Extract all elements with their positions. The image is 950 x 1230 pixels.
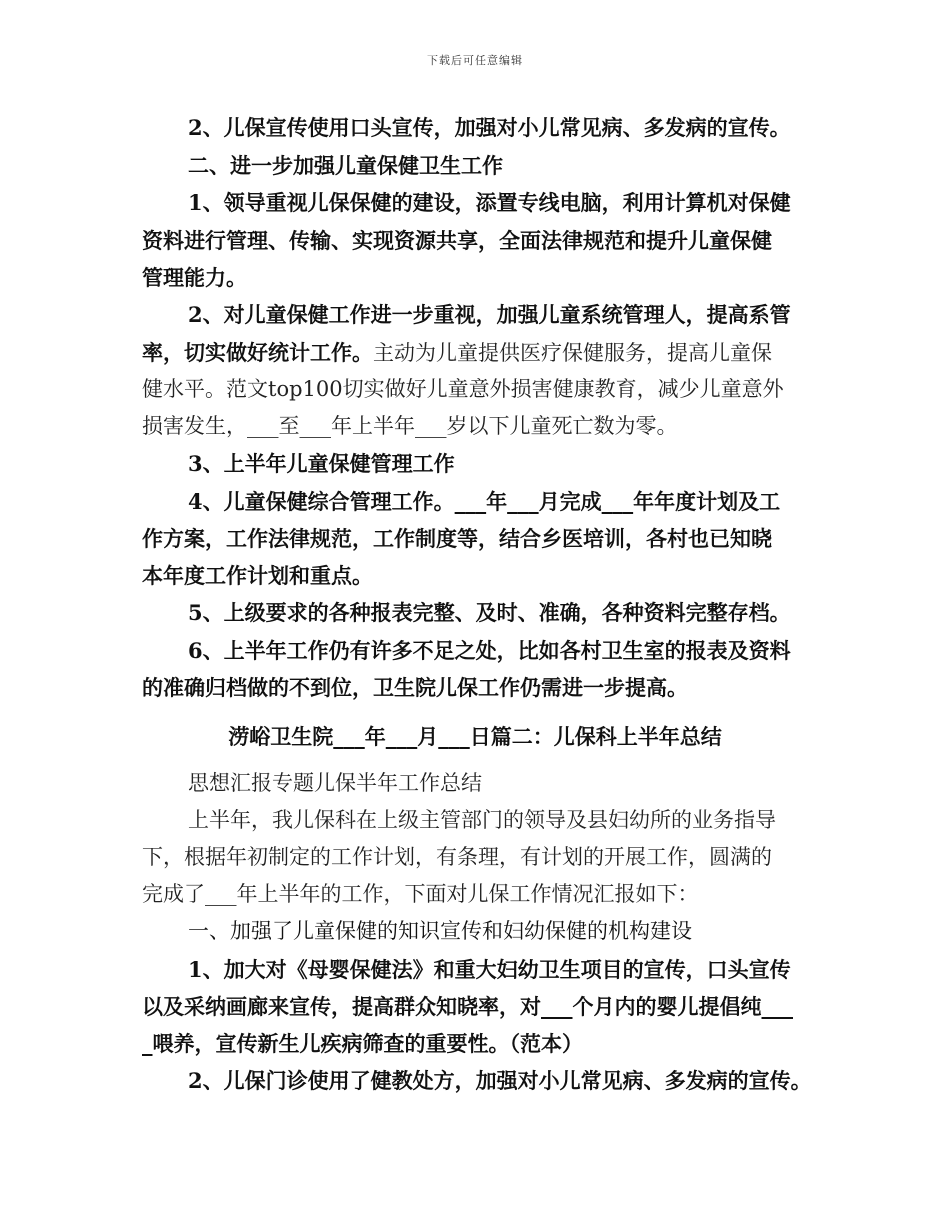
paragraph-line: 健水平。范文top100切实做好儿童意外损害健康教育，减少儿童意外	[142, 377, 784, 401]
paragraph-line: 损害发生，___至___年上半年___岁以下儿童死亡数为零。	[142, 414, 678, 438]
paragraph-line: 2、儿保宣传使用口头宣传，加强对小儿常见病、多发病的宣传。	[188, 115, 791, 140]
section-heading: 一、加强了儿童保健的知识宣传和妇幼保健的机构建设	[188, 919, 692, 943]
paragraph-line: 2、对儿童保健工作进一步重视，加强儿童系统管理人，提高系管	[188, 302, 791, 327]
paragraph-line: 完成了___年上半年的工作，下面对儿保工作情况汇报如下：	[142, 882, 699, 906]
paragraph-line: 作方案，工作法律规范，工作制度等，结合乡医培训，各村也已知晓	[142, 526, 772, 551]
paragraph-line: 本年度工作计划和重点。	[142, 563, 373, 588]
paragraph-line: 5、上级要求的各种报表完整、及时、准确，各种资料完整存档。	[188, 600, 791, 625]
paragraph-line	[142, 342, 772, 364]
paragraph-line: 1、加大对《母婴保健法》和重大妇幼卫生项目的宣传，口头宣传	[188, 957, 791, 982]
paragraph-line: 1、领导重视儿保保健的建设，添置专线电脑，利用计算机对保健	[188, 190, 791, 215]
paragraph-line-bold: 率，切实做好统计工作。	[142, 340, 373, 365]
subtitle-line: 思想汇报专题儿保半年工作总结	[188, 771, 482, 795]
document-title: 涝峪卫生院___年___月___日篇二：儿保科上半年总结	[228, 724, 722, 749]
paragraph-line-regular: 主动为儿童提供医疗保健服务，提高儿童保	[373, 341, 772, 365]
paragraph-line: 的准确归档做的不到位，卫生院儿保工作仍需进一步提高。	[142, 675, 688, 700]
paragraph-line: 管理能力。	[142, 265, 247, 290]
paragraph-line: 4、儿童保健综合管理工作。___年___月完成___年年度计划及工	[188, 489, 781, 514]
section-heading: 二、进一步加强儿童保健卫生工作	[188, 153, 503, 178]
paragraph-line: 2、儿保门诊使用了健教处方，加强对小儿常见病、多发病的宣传。	[188, 1068, 812, 1093]
paragraph-line: 以及采纳画廊来宣传，提高群众知晓率，对___个月内的婴儿提倡纯___	[142, 994, 793, 1019]
paragraph-line: 6、上半年工作仍有许多不足之处，比如各村卫生室的报表及资料	[188, 638, 791, 663]
section-heading: 3、上半年儿童保健管理工作	[188, 451, 455, 476]
page-header: 下载后可任意编辑	[427, 54, 523, 67]
paragraph-line: 下，根据年初制定的工作计划，有条理，有计划的开展工作，圆满的	[142, 845, 772, 869]
paragraph-line: 上半年，我儿保科在上级主管部门的领导及县妇幼所的业务指导	[188, 808, 776, 832]
paragraph-line: 资料进行管理、传输、实现资源共享，全面法律规范和提升儿童保健	[142, 228, 772, 253]
paragraph-line: _喂养，宣传新生儿疾病筛查的重要性。（范本）	[142, 1031, 583, 1056]
